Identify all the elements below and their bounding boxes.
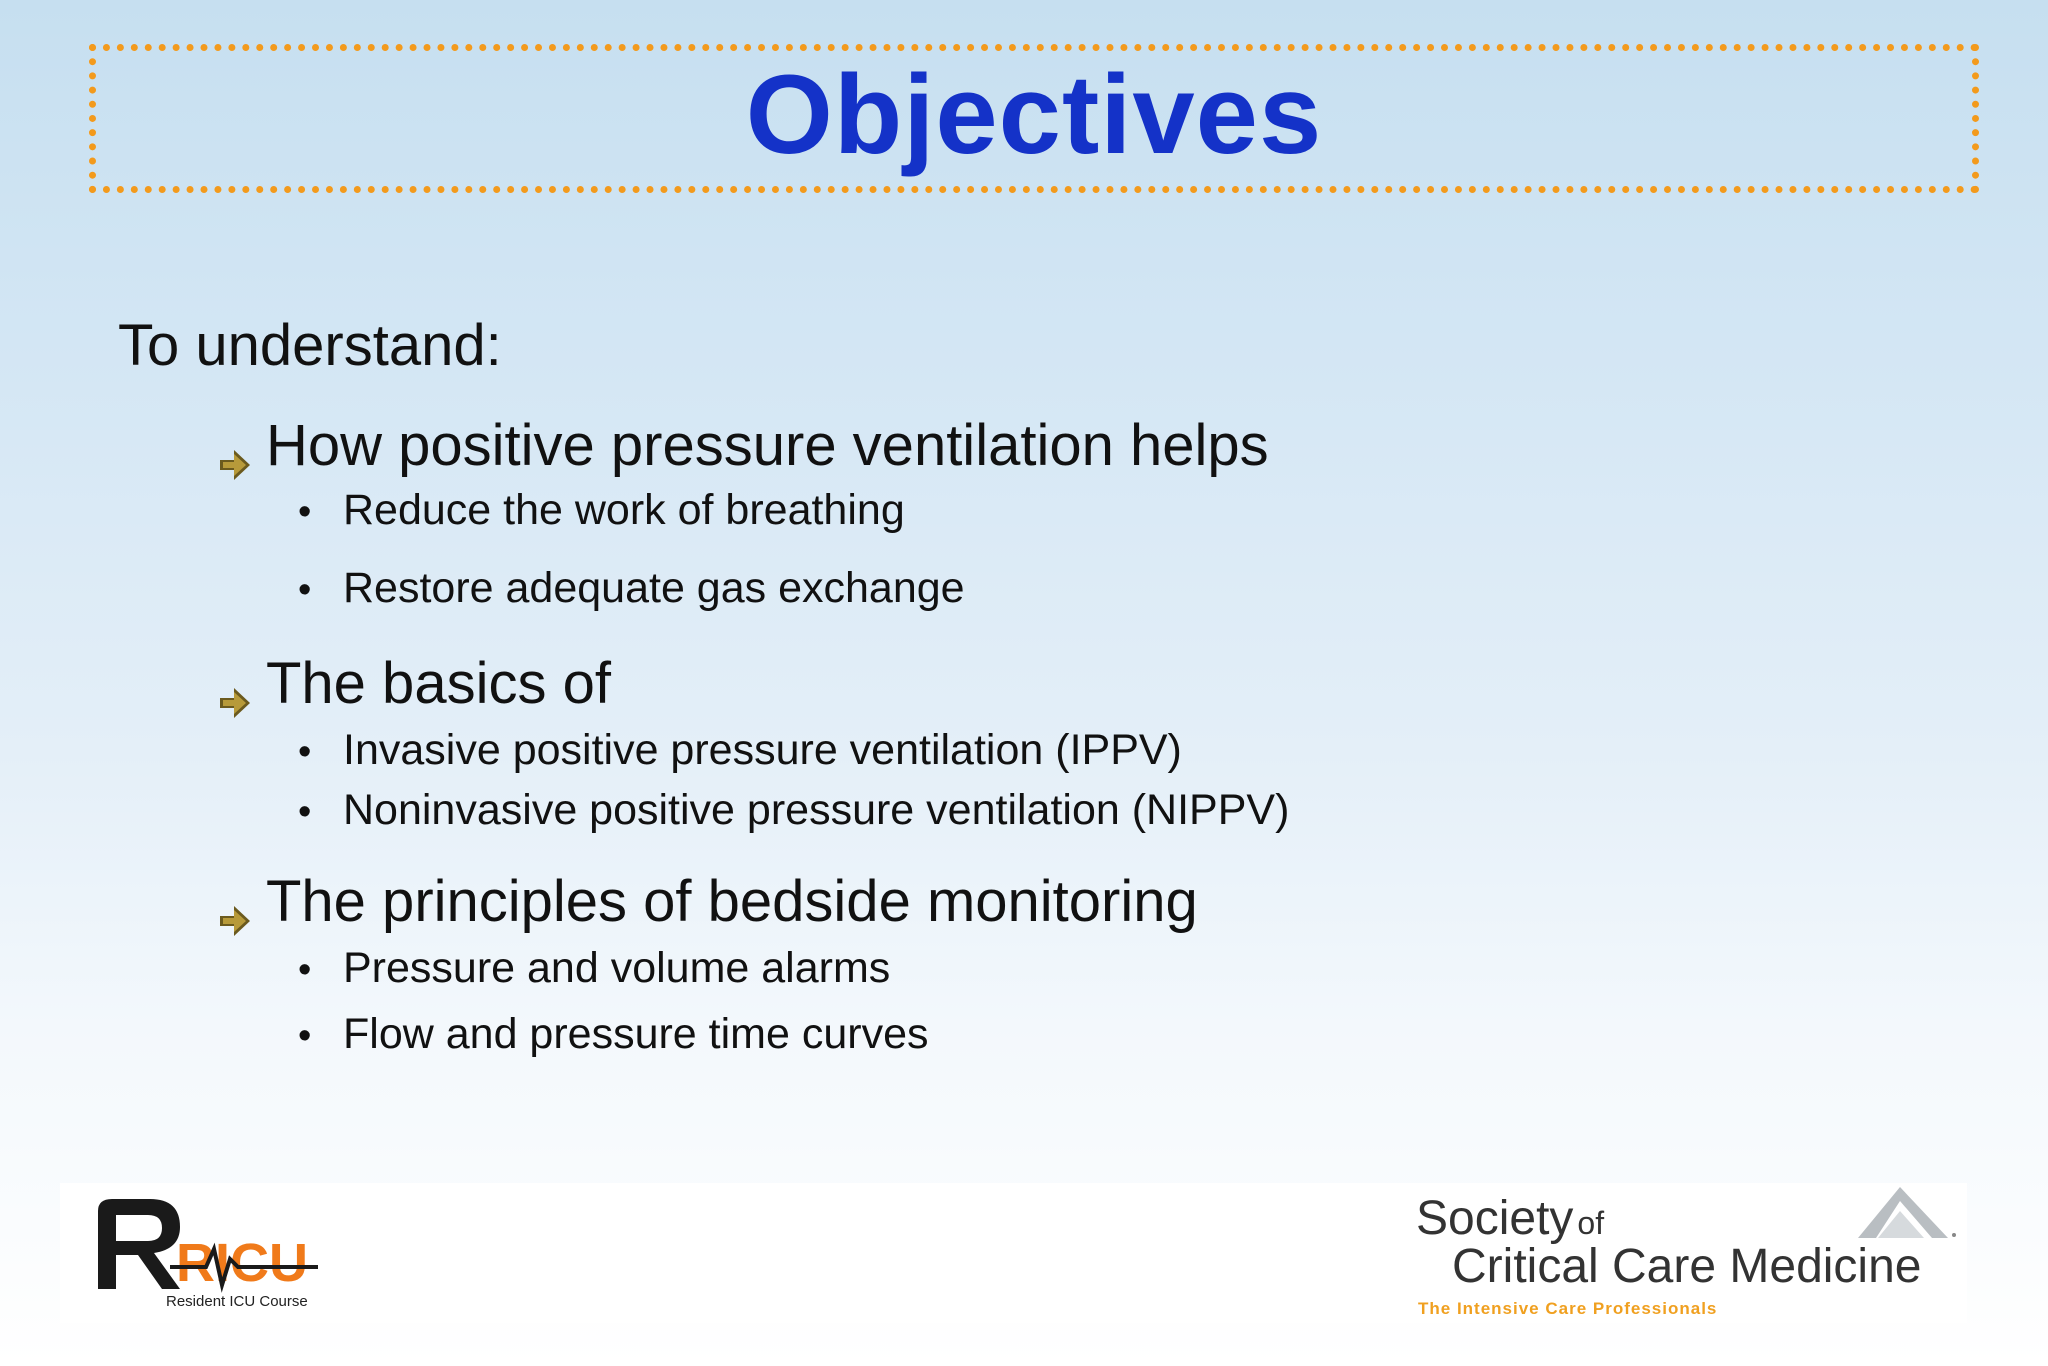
list-item-text: Invasive positive pressure ventilation (IPPV)	[343, 726, 1182, 774]
list-item	[298, 944, 890, 993]
intro-text: To understand:	[118, 313, 502, 378]
section-heading-2	[218, 650, 611, 717]
list-item	[298, 486, 905, 535]
ricu-logo-letters: RICU	[176, 1233, 308, 1293]
slide-title: Objectives	[745, 51, 1323, 177]
arrow-bullet-icon	[218, 885, 252, 919]
dot-bullet-icon: •	[298, 569, 312, 611]
list-item-text: Flow and pressure time curves	[343, 1010, 929, 1058]
list-item-text: Noninvasive positive pressure ventilation (NIPPV)	[343, 786, 1290, 834]
arrow-bullet-icon	[218, 429, 252, 463]
sccm-tagline: The Intensive Care Professionals	[1418, 1299, 1718, 1318]
list-item-text: Pressure and volume alarms	[343, 944, 891, 992]
list-item	[298, 564, 965, 613]
sccm-of-text: of	[1577, 1205, 1605, 1241]
dot-bullet-icon: •	[298, 491, 312, 533]
title-box	[89, 44, 1979, 193]
section-heading-text: How positive pressure ventilation helps	[266, 413, 1269, 478]
sccm-name-line1	[1416, 1191, 1604, 1246]
list-item-text: Reduce the work of breathing	[343, 486, 905, 534]
list-item	[298, 1010, 929, 1059]
sccm-triangle-icon	[1848, 1183, 1958, 1243]
ricu-subtitle: Resident ICU Course	[166, 1293, 308, 1310]
section-heading-text: The basics of	[266, 651, 611, 716]
dot-bullet-icon: •	[298, 791, 312, 833]
section-heading-text: The principles of bedside monitoring	[266, 869, 1198, 934]
sccm-society-text: Society	[1416, 1192, 1574, 1245]
dot-bullet-icon: •	[298, 949, 312, 991]
section-heading-1	[218, 412, 1269, 479]
arrow-bullet-icon	[218, 667, 252, 701]
dot-bullet-icon: •	[298, 731, 312, 773]
footer-logo-bar	[60, 1183, 1967, 1323]
sccm-name-line2: Critical Care Medicine	[1452, 1240, 1922, 1293]
section-heading-3	[218, 868, 1198, 935]
list-item	[298, 786, 1289, 835]
dot-bullet-icon: •	[298, 1015, 312, 1057]
list-item-text: Restore adequate gas exchange	[343, 564, 965, 612]
list-item	[298, 726, 1182, 775]
